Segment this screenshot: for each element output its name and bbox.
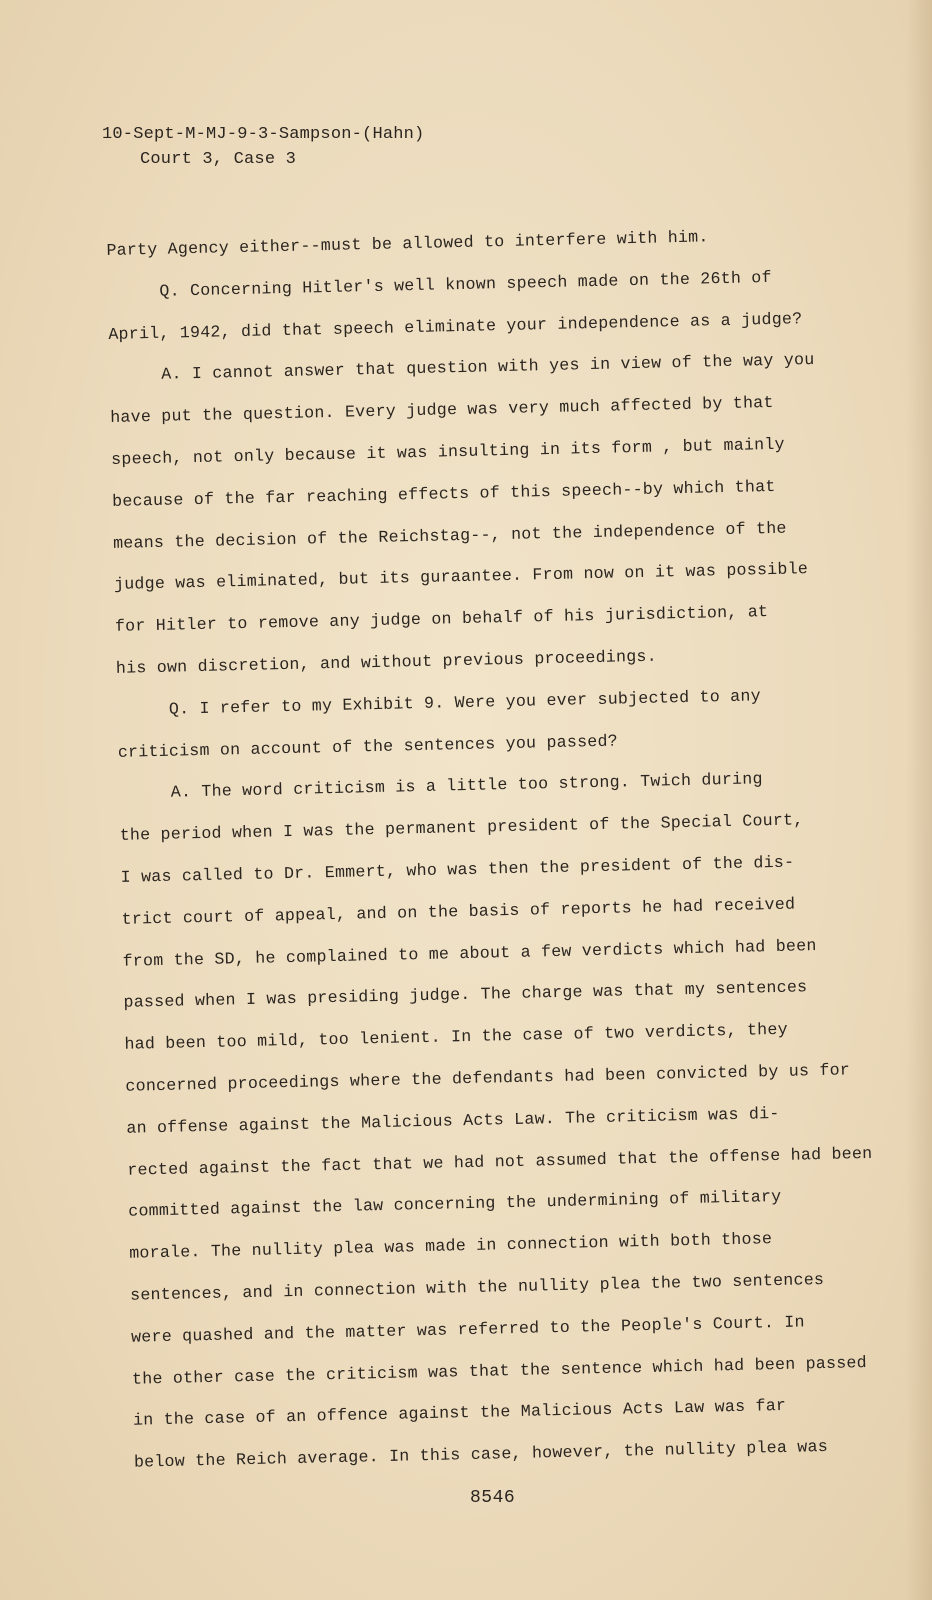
- transcript-line: I was called to Dr. Emmert, who was then the president of the dis-: [120, 852, 795, 887]
- transcript-line: have put the question. Every judge was very much affected by that: [110, 393, 774, 428]
- transcript-line: A. I cannot answer that question with yes in view of the way you: [161, 350, 815, 385]
- page-number: 8546: [470, 1488, 516, 1508]
- transcript-line: for Hitler to remove any judge on behalf of his jurisdiction, at: [114, 602, 769, 637]
- transcript-line: concerned proceedings where the defendants had been convicted by us for: [125, 1060, 851, 1096]
- transcript-line: the other case the criticism was that the sentence which had been passed: [131, 1352, 868, 1389]
- transcript-line: trict court of appeal, and on the basis of reports he had received: [121, 894, 796, 929]
- transcript-line: judge was eliminated, but its guraantee. From now on it was possible: [113, 559, 809, 595]
- transcript-line: Party Agency either--must be allowed to interfere with him.: [106, 227, 709, 260]
- transcript-line: committed against the law concerning the undermining of military: [128, 1187, 782, 1222]
- transcript-body: [106, 212, 914, 1483]
- transcript-line: morale. The nullity plea was made in connection with both those: [129, 1229, 773, 1263]
- transcript-line: April, 1942, did that speech eliminate your independence as a judge?: [108, 308, 803, 344]
- transcript-line: because of the far reaching effects of this speech--by which that: [111, 476, 776, 511]
- transcript-line: had been too mild, too lenient. In the case of two verdicts, they: [124, 1019, 789, 1054]
- document-header: [102, 122, 424, 172]
- transcript-line: rected against the fact that we had not assumed that the offense had been: [127, 1143, 873, 1180]
- transcript-line: an offense against the Malicious Acts Law. The criticism was di-: [126, 1103, 780, 1138]
- transcript-line: Q. I refer to my Exhibit 9. Were you ever subjected to any: [168, 686, 762, 719]
- transcript-line: in the case of an offence against the Malicious Acts Law was far: [132, 1396, 787, 1431]
- header-reference: 10-Sept-M-MJ-9-3-Sampson-(Hahn): [102, 125, 425, 144]
- transcript-line: were quashed and the matter was referred to the People's Court. In: [130, 1312, 805, 1347]
- transcript-line: his own discretion, and without previous proceedings.: [115, 646, 658, 678]
- transcript-line: means the decision of the Reichstag--, not the independence of the: [112, 518, 787, 553]
- transcript-line: below the Reich average. In this case, however, the nullity plea was: [133, 1437, 829, 1472]
- transcript-line: sentences, and in connection with the nullity plea the two sentences: [129, 1269, 825, 1305]
- transcript-line: the period when I was the permanent president of the Special Court,: [119, 810, 804, 845]
- header-court-case: Court 3, Case 3: [140, 150, 297, 169]
- transcript-line: Q. Concerning Hitler's well known speech made on the 26th of: [159, 267, 772, 301]
- transcript-line: A. The word criticism is a little too strong. Twich during: [170, 769, 763, 803]
- transcript-line: from the SD, he complained to me about a few verdicts which had been: [122, 935, 817, 971]
- transcript-line: speech, not only because it was insulting in its form , but mainly: [110, 434, 785, 469]
- transcript-line: criticism on account of the sentences you passed?: [117, 731, 619, 762]
- transcript-line: passed when I was presiding judge. The charge was that my sentences: [123, 977, 808, 1013]
